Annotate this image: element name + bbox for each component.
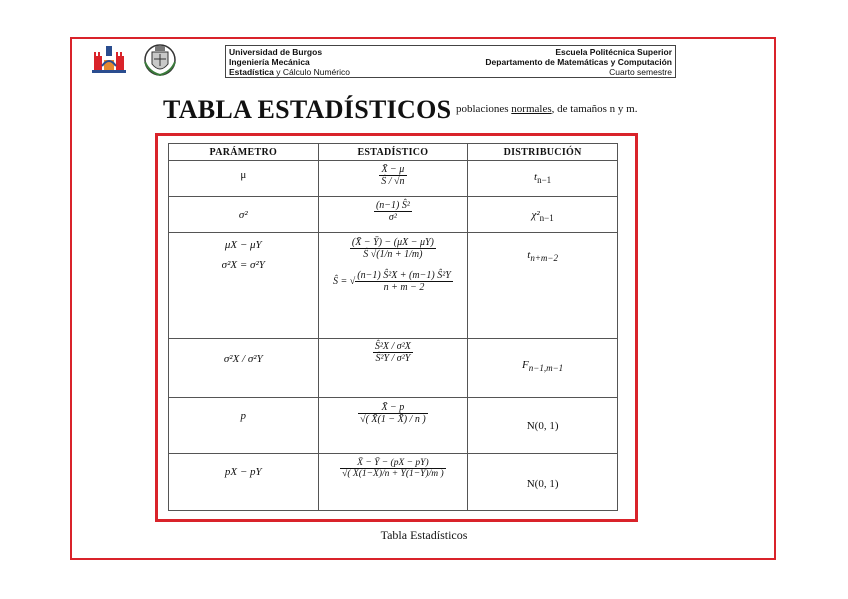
statistic-cell (318, 454, 468, 511)
param-mean-diff: μX − μY (224, 239, 262, 251)
dist-cell (468, 197, 618, 233)
subtitle-pre: poblaciones (456, 103, 512, 115)
dist-chi2: χ² (531, 209, 540, 221)
school-name: Escuela Politécnica Superior (555, 47, 672, 57)
param-p-diff: pX − pY (224, 466, 262, 478)
stat-z-proportion-diff: $\frac{X̄ - Ȳ - (pX - pY)}{√( X̄(1-X̄)/n + Ȳ(1-Ȳ)/m )}$ (342, 458, 444, 479)
header-distribution: DISTRIBUCIÓN (468, 144, 618, 161)
param-cell (169, 454, 319, 511)
subtitle-post: , de tamaños n y m. (551, 103, 638, 115)
param-p: p (240, 410, 247, 422)
dist-t-sub: n−1 (537, 175, 552, 186)
degree-name: Ingeniería Mecánica (229, 57, 310, 67)
table-row (169, 233, 618, 339)
stat-pooled-sd: Ŝ = √ $\frac{\text{(n−1) Ŝ²X + (m−1) Ŝ²Y}}{n + m - 2}$ (333, 270, 451, 293)
table-caption: Tabla Estadísticos (380, 528, 468, 542)
header-statistic: ESTADÍSTICO (318, 144, 468, 161)
param-cell (169, 197, 319, 233)
stat-f: $\frac{\text{Ŝ²X / σ²X}}{\text{Ŝ²Y / σ²Y}}$ (374, 341, 411, 364)
dist-t2: t (527, 249, 531, 261)
param-equal-variances: σ²X = σ²Y (221, 259, 265, 271)
dist-cell (468, 339, 618, 398)
statistic-cell (318, 233, 468, 339)
param-sigma2: σ² (238, 209, 248, 221)
dist-normal: N(0, 1) (526, 420, 559, 432)
dist-f-sub: n−1,m−1 (528, 363, 564, 374)
param-cell (169, 398, 319, 454)
table-row (169, 161, 618, 197)
document-header (225, 45, 676, 78)
dist-cell (468, 233, 618, 339)
stat-t-mean: $\frac{X̄ - \mu}{Ŝ / √n}$ (381, 164, 405, 187)
semester-label: Cuarto semestre (609, 67, 672, 77)
crest-logo-icon (143, 42, 177, 78)
university-name: Universidad de Burgos (229, 47, 323, 57)
dist-cell (468, 161, 618, 197)
subject-name-rest: y Cálculo Numérico (276, 67, 350, 77)
table-row (169, 398, 618, 454)
statistics-table (168, 143, 618, 511)
dist-cell (468, 454, 618, 511)
param-cell (169, 233, 319, 339)
castle-logo-icon (92, 42, 126, 76)
dist-normal-2: N(0, 1) (526, 478, 559, 490)
param-variance-ratio: σ²X / σ²Y (223, 353, 263, 365)
table-row (169, 339, 618, 398)
param-mu: μ (240, 169, 247, 181)
table-header-row (169, 144, 618, 161)
statistic-cell (318, 398, 468, 454)
page-title: TABLA ESTADÍSTICOS (163, 95, 452, 124)
subtitle-underlined: normales (511, 103, 552, 115)
dist-t: t (534, 171, 538, 183)
stat-z-proportion: $\frac{X̄ - p}{√( X̄(1 - X̄) / n )}$ (360, 402, 426, 425)
dist-cell (468, 398, 618, 454)
statistic-cell (318, 339, 468, 398)
dist-t2-sub: n+m−2 (530, 253, 558, 264)
statistic-cell (318, 197, 468, 233)
stat-chi2: $\frac{\text{(n−1) Ŝ²}}{\text{σ²}}$ (375, 200, 410, 223)
department-name: Departamento de Matemáticas y Computación (485, 57, 672, 67)
param-cell (169, 161, 319, 197)
table-row (169, 454, 618, 511)
statistic-cell (318, 161, 468, 197)
subject-name: Estadística (229, 67, 274, 77)
header-parameter: PARÁMETRO (169, 144, 319, 161)
stat-t-two-sample: $\frac{(X̄ - Ȳ) - (\mu X - \mu Y)}{Ŝ √(1/n + 1/m)}$ (351, 237, 434, 260)
param-cell (169, 339, 319, 398)
table-row (169, 197, 618, 233)
dist-f: F (522, 359, 529, 371)
subtitle (456, 103, 637, 115)
dist-chi2-sub: n−1 (539, 213, 554, 224)
